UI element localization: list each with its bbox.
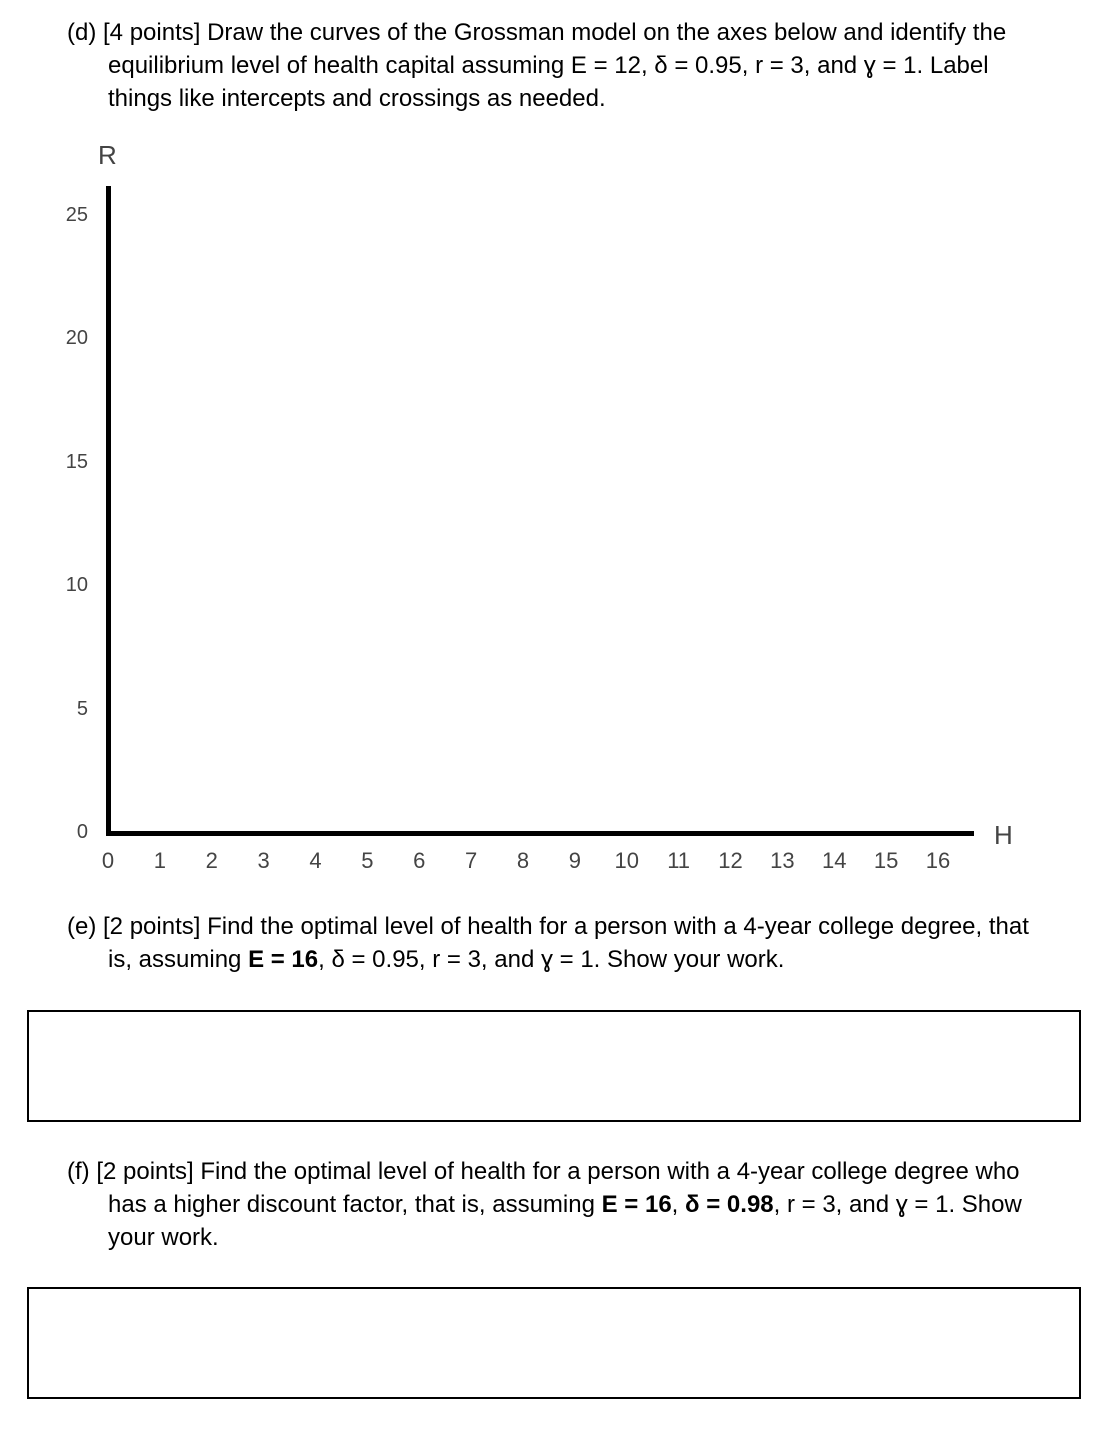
x-tick-5: 5	[361, 848, 374, 873]
y-axis-line	[106, 186, 111, 836]
x-tick-2: 2	[205, 848, 218, 873]
question-f-line-2: has a higher discount factor, that is, assuming E = 16, δ = 0.98, r = 3, and ɣ = 1. Show	[108, 1191, 1022, 1218]
answer-box-f[interactable]	[27, 1287, 1081, 1399]
question-d-line-1: (d) [4 points] Draw the curves of the Grossman model on the axes below and identify the	[67, 16, 1006, 49]
y-axis-label: R	[98, 140, 117, 170]
x-tick-1: 1	[153, 848, 166, 873]
question-d-line-2: equilibrium level of health capital assuming E = 12, δ = 0.95, r = 3, and ɣ = 1. Label	[108, 52, 989, 79]
question-d-label: (d)	[67, 19, 97, 46]
question-f-label: (f)	[67, 1158, 90, 1185]
x-tick-12: 12	[718, 848, 743, 873]
y-tick-10: 10	[65, 574, 88, 597]
x-tick-6: 6	[413, 848, 426, 873]
question-e-line-1: (e) [2 points] Find the optimal level of health for a person with a 4-year college degree, that	[67, 910, 1029, 943]
y-tick-0: 0	[76, 821, 88, 843]
x-tick-0: 0	[101, 848, 115, 873]
x-tick-16: 16	[925, 848, 951, 873]
x-tick-11: 11	[667, 848, 691, 873]
question-d-line-3: things like intercepts and crossings as needed.	[108, 85, 606, 112]
question-e-label: (e)	[67, 913, 97, 940]
y-tick-5: 5	[76, 697, 88, 720]
x-tick-7: 7	[465, 848, 478, 873]
x-tick-8: 8	[516, 848, 530, 873]
answer-box-e[interactable]	[27, 1010, 1081, 1122]
x-tick-4: 4	[309, 848, 322, 873]
question-f-line-1: (f) [2 points] Find the optimal level of health for a person with a 4-year college degree who	[67, 1155, 1022, 1188]
x-tick-13: 13	[770, 848, 795, 873]
question-e-line-2: is, assuming E = 16, δ = 0.95, r = 3, and ɣ = 1. Show your work.	[108, 946, 785, 973]
question-f	[67, 1155, 1022, 1254]
question-f-line-3: your work.	[108, 1224, 219, 1251]
x-axis-label: H	[994, 820, 1013, 850]
x-tick-10: 10	[614, 848, 639, 873]
y-tick-15: 15	[65, 450, 88, 473]
x-tick-9: 9	[568, 848, 581, 873]
x-tick-15: 15	[873, 848, 899, 873]
y-tick-20: 20	[65, 327, 88, 350]
x-axis-line	[106, 831, 974, 836]
x-tick-14: 14	[822, 848, 847, 873]
y-tick-25: 25	[65, 204, 88, 226]
question-d	[67, 16, 1006, 115]
question-e	[67, 910, 1029, 976]
x-tick-3: 3	[257, 848, 270, 873]
